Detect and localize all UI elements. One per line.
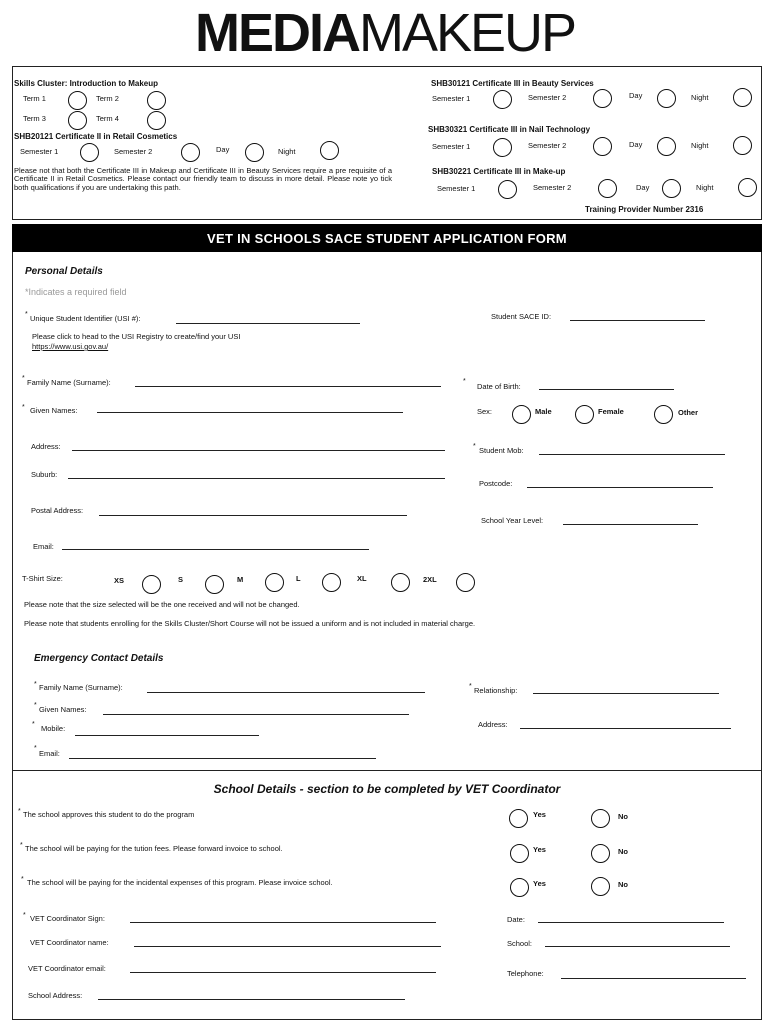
required-star: * [20, 842, 23, 849]
school-address-field[interactable] [98, 999, 405, 1000]
sign-label: VET Coordinator Sign: [30, 914, 105, 923]
required-star: * [34, 681, 37, 688]
postal-field[interactable] [99, 515, 407, 516]
size-s: S [178, 575, 184, 584]
sex-label: Sex: [477, 407, 493, 416]
cert2-night: Night [278, 147, 296, 156]
year-field[interactable] [563, 524, 698, 525]
required-star: * [22, 404, 25, 411]
em-email-label: Email: [39, 749, 60, 758]
school-heading-wrap [12, 780, 762, 798]
suburb-label: Suburb: [31, 470, 58, 479]
em-address-label: Address: [478, 720, 508, 729]
radio-size-l[interactable] [322, 573, 341, 592]
given-field[interactable] [97, 412, 403, 413]
radio-other[interactable] [654, 405, 673, 424]
q3-label: The school will be paying for the incidental expenses of this program. Please invoice school. [27, 878, 333, 887]
size-m: M [237, 575, 244, 584]
q3-no: No [618, 880, 628, 889]
family-label: Family Name (Surname): [27, 378, 111, 387]
radio-beauty-day[interactable] [657, 89, 676, 108]
date-label: Date: [507, 915, 525, 924]
dob-label: Date of Birth: [477, 382, 521, 391]
size-2xl: 2XL [423, 575, 437, 584]
makeup-night: Night [696, 183, 714, 192]
school-heading: School Details - section to be completed by VET Coordinator [213, 782, 561, 796]
school-address-label: School Address: [28, 991, 83, 1000]
radio-makeup-night[interactable] [738, 178, 757, 197]
logo-light: MAKEUP [358, 3, 576, 63]
required-note: *Indicates a required field [25, 287, 127, 297]
dob-field[interactable] [539, 389, 674, 390]
nail-title: SHB30321 Certificate III in Nail Technology [428, 125, 591, 134]
size-l: L [296, 574, 301, 583]
required-star: * [21, 876, 24, 883]
radio-size-xl[interactable] [391, 573, 410, 592]
beauty-sem1: Semester 1 [432, 94, 471, 103]
date-field[interactable] [538, 922, 724, 923]
radio-term1[interactable] [68, 91, 87, 110]
radio-nail-night[interactable] [733, 136, 752, 155]
email-label: Email: [33, 542, 54, 551]
email-field[interactable] [62, 549, 369, 550]
logo [0, 2, 770, 64]
nail-night: Night [691, 141, 709, 150]
opt-term1: Term 1 [23, 94, 46, 103]
uniform-note: Please note that students enrolling for the Skills Cluster/Short Course will not be issued a uniform and is not included in material charge. [24, 619, 476, 628]
nail-sem2: Semester 2 [528, 141, 567, 150]
mobile-label: Student Mob: [479, 446, 524, 455]
form-banner [12, 224, 762, 252]
usi-field[interactable] [176, 323, 360, 324]
radio-makeup-day[interactable] [662, 179, 681, 198]
opt-term2: Term 2 [96, 94, 119, 103]
radio-term3[interactable] [68, 111, 87, 130]
provider-number: Training Provider Number 2316 [585, 205, 704, 214]
q2-no: No [618, 847, 628, 856]
radio-beauty-sem1[interactable] [493, 90, 512, 109]
tshirt-label: T-Shirt Size: [22, 574, 63, 583]
coord-email-field[interactable] [130, 972, 436, 973]
sace-id-label: Student SACE ID: [491, 312, 552, 321]
year-label: School Year Level: [481, 516, 544, 525]
cert2-sem2: Semester 2 [114, 147, 153, 156]
q1-no: No [618, 812, 628, 821]
em-given-field[interactable] [103, 714, 409, 715]
radio-makeup-sem2[interactable] [598, 179, 617, 198]
em-given-label: Given Names: [39, 705, 87, 714]
telephone-label: Telephone: [507, 969, 544, 978]
makeup-sem1: Semester 1 [437, 184, 476, 193]
coord-name-label: VET Coordinator name: [30, 938, 109, 947]
school-field[interactable] [545, 946, 730, 947]
makeup-title: SHB30221 Certificate III in Make-up [432, 167, 566, 176]
postcode-field[interactable] [527, 487, 713, 488]
banner-title: VET IN SCHOOLS SACE STUDENT APPLICATION FORM [207, 231, 567, 246]
beauty-title: SHB30121 Certificate III in Beauty Services [431, 79, 594, 88]
em-email-field[interactable] [69, 758, 376, 759]
sex-other: Other [678, 408, 699, 417]
radio-q1-yes[interactable] [509, 809, 528, 828]
beauty-sem2: Semester 2 [528, 93, 567, 102]
em-family-field[interactable] [147, 692, 425, 693]
radio-q3-yes[interactable] [510, 878, 529, 897]
nail-sem1: Semester 1 [432, 142, 471, 151]
size-xs: XS [114, 576, 125, 585]
q2-yes: Yes [533, 845, 546, 854]
q3-yes: Yes [533, 879, 546, 888]
required-star: * [23, 912, 26, 919]
radio-makeup-sem1[interactable] [498, 180, 517, 199]
radio-q1-no[interactable] [591, 809, 610, 828]
prerequisite-note: Please not that both the Certificate III in Makeup and Certificate III in Beauty Services require a pre requisite of a Certificate II in Retail Cosmetics. Please contact our friendly team to discuss in more detail. Please note yo tick both qualifications if you are undertaking this path. [14, 166, 392, 192]
family-field[interactable] [135, 386, 441, 387]
postcode-label: Postcode: [479, 479, 513, 488]
address-field[interactable] [72, 450, 445, 451]
emergency-heading: Emergency Contact Details [34, 653, 164, 664]
em-address-field[interactable] [520, 728, 731, 729]
sign-field[interactable] [130, 922, 436, 923]
em-mobile-field[interactable] [75, 735, 259, 736]
radio-term4[interactable] [147, 111, 166, 130]
q1-yes: Yes [533, 810, 546, 819]
required-star: * [25, 311, 28, 318]
section-divider [12, 770, 762, 771]
logo-bold: MEDIA [194, 3, 359, 63]
em-relationship-label: Relationship: [474, 686, 518, 695]
em-relationship-field[interactable] [533, 693, 719, 694]
opt-term3: Term 3 [23, 114, 46, 123]
radio-term2[interactable] [147, 91, 166, 110]
usi-help: Please click to head to the USI Registry to create/find your USI [32, 332, 241, 341]
radio-beauty-night[interactable] [733, 88, 752, 107]
size-note: Please note that the size selected will be the one received and will not be changed. [24, 600, 300, 609]
required-star: * [469, 683, 472, 690]
radio-size-m[interactable] [265, 573, 284, 592]
usi-label: Unique Student Identifier (USI #): [30, 314, 141, 323]
address-label: Address: [31, 442, 61, 451]
cert2-sem1: Semester 1 [20, 147, 59, 156]
radio-cert2-day[interactable] [245, 143, 264, 162]
required-star: * [34, 702, 37, 709]
radio-q3-no[interactable] [591, 877, 610, 896]
mobile-field[interactable] [539, 454, 725, 455]
cluster-title: Skills Cluster: Introduction to Makeup [14, 79, 159, 88]
required-star: * [32, 721, 35, 728]
required-star: * [473, 443, 476, 450]
sace-id-field[interactable] [570, 320, 705, 321]
telephone-field[interactable] [561, 978, 746, 979]
radio-cert2-night[interactable] [320, 141, 339, 160]
radio-nail-sem2[interactable] [593, 137, 612, 156]
radio-q2-yes[interactable] [510, 844, 529, 863]
q2-label: The school will be paying for the tution fees. Please forward invoice to school. [25, 844, 283, 853]
radio-size-xs[interactable] [142, 575, 161, 594]
makeup-sem2: Semester 2 [533, 183, 572, 192]
opt-term4: Term 4 [96, 114, 119, 123]
radio-size-2xl[interactable] [456, 573, 475, 592]
sex-male: Male [535, 407, 552, 416]
coord-email-label: VET Coordinator email: [28, 964, 106, 973]
beauty-night: Night [691, 93, 709, 102]
coord-name-field[interactable] [134, 946, 441, 947]
sex-female: Female [598, 407, 624, 416]
radio-cert2-sem1[interactable] [80, 143, 99, 162]
radio-female[interactable] [575, 405, 594, 424]
personal-heading: Personal Details [25, 266, 103, 277]
q1-label: The school approves this student to do the program [23, 810, 195, 819]
radio-nail-day[interactable] [657, 137, 676, 156]
radio-size-s[interactable] [205, 575, 224, 594]
school-label: School: [507, 939, 533, 948]
em-family-label: Family Name (Surname): [39, 683, 123, 692]
course-selection-box [12, 66, 762, 220]
given-label: Given Names: [30, 406, 78, 415]
em-mobile-label: Mobile: [41, 724, 66, 733]
required-star: * [34, 745, 37, 752]
cert2-title: SHB20121 Certificate II in Retail Cosmetics [14, 132, 178, 141]
makeup-day: Day [636, 183, 650, 192]
cert2-day: Day [216, 145, 230, 154]
required-star: * [463, 378, 466, 385]
postal-label: Postal Address: [31, 506, 84, 515]
radio-q2-no[interactable] [591, 844, 610, 863]
nail-day: Day [629, 140, 643, 149]
beauty-day: Day [629, 91, 643, 100]
radio-nail-sem1[interactable] [493, 138, 512, 157]
radio-beauty-sem2[interactable] [593, 89, 612, 108]
required-star: * [22, 375, 25, 382]
suburb-field[interactable] [68, 478, 445, 479]
radio-cert2-sem2[interactable] [181, 143, 200, 162]
size-xl: XL [357, 574, 367, 583]
required-star: * [18, 808, 21, 815]
usi-link[interactable]: https://www.usi.gov.au/ [32, 342, 109, 351]
radio-male[interactable] [512, 405, 531, 424]
